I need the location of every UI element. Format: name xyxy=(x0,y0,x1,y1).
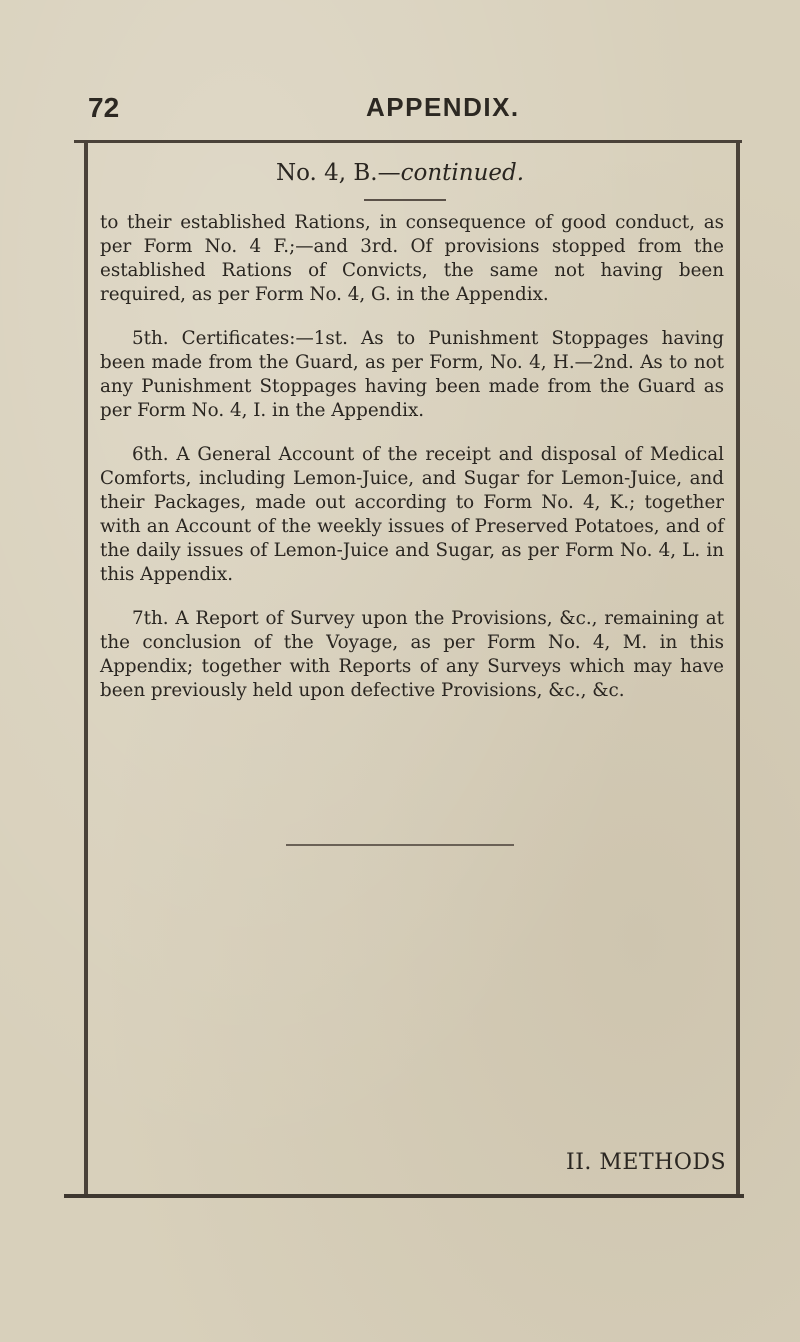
top-rule xyxy=(74,140,742,143)
left-frame-rule xyxy=(84,143,88,1194)
running-head: APPENDIX. xyxy=(366,92,520,122)
section-title-main: No. 4, B.— xyxy=(275,160,401,186)
paragraph-continuation: to their established Rations, in consequence of good conduct, as per Form No. 4 F.;—and 3rd. Of provisions stopped from the established Rations of Convicts, the same not having been required, as per Form No. 4, G. in the Appendix. xyxy=(100,212,724,305)
section-title xyxy=(0,160,800,186)
paragraph-6th: 6th. A General Account of the receipt and disposal of Medical Comforts, including Lemon-Juice, and Sugar for Lemon-Juice, and their Packages, made out according to Form No. 4, K.; together with an Account of the weekly issues of Preserved Potatoes, and of the daily issues of Lemon-Juice and Sugar, as per Form No. 4, L. in this Appendix. xyxy=(100,444,724,585)
paragraph-7th: 7th. A Report of Survey upon the Provisions, &c., remaining at the conclusion of the Voyage, as per Form No. 4, M. in this Appendix; together with Reports of any Surveys which may have been previously held upon defective Provisions, &c., &c. xyxy=(100,608,724,701)
paragraph-5th: 5th. Certificates:—1st. As to Punishment Stoppages having been made from the Guard, as per Form, No. 4, H.—2nd. As to not any Punishment Stoppages having been made from the Guard as per Form No. 4, I. in the Appendix. xyxy=(100,328,724,421)
title-underline xyxy=(364,199,446,201)
body-text xyxy=(100,211,724,723)
page-header xyxy=(0,92,800,132)
section-title-continued: continued. xyxy=(400,160,525,186)
right-frame-rule xyxy=(736,143,740,1194)
catchword: II. METHODS xyxy=(566,1150,727,1175)
bottom-rule xyxy=(64,1194,744,1198)
section-divider xyxy=(286,844,514,846)
page-number: 72 xyxy=(88,92,120,123)
